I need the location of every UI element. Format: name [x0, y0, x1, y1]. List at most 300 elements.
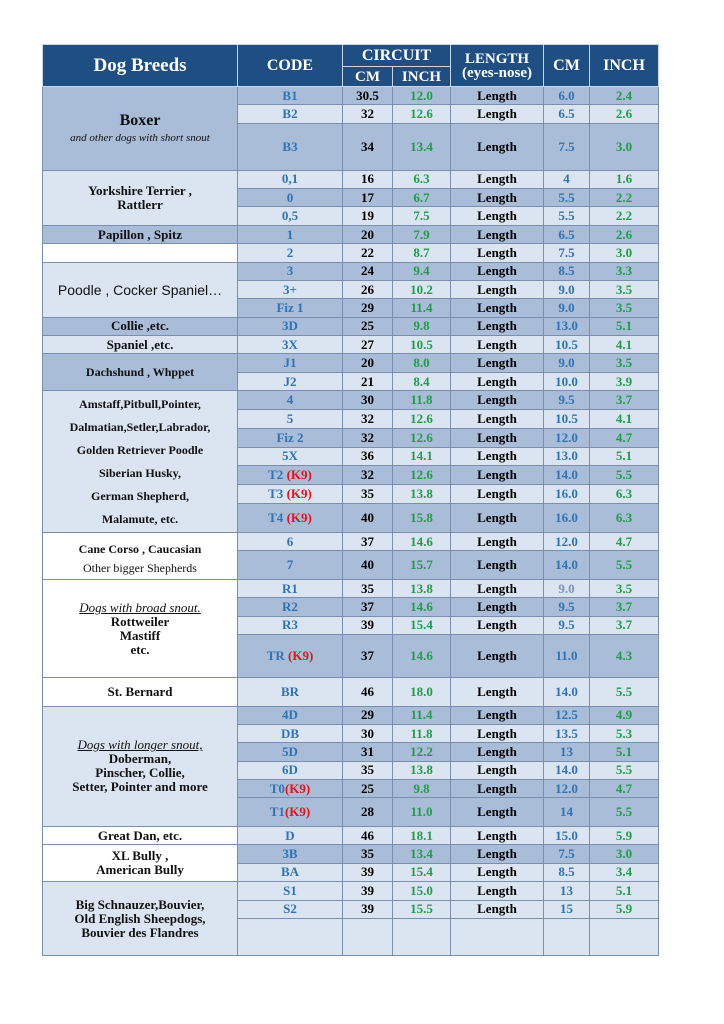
circuit-inch-cell: 10.2 — [393, 280, 451, 298]
breed-group-cell — [43, 827, 238, 845]
circuit-cm-cell: 46 — [343, 678, 393, 707]
length-label-cell: Length — [451, 391, 544, 410]
code-cell — [238, 743, 343, 761]
circuit-inch-cell: 13.8 — [393, 580, 451, 598]
table-row — [43, 845, 659, 863]
length-label-cell: Length — [451, 743, 544, 761]
circuit-cm-cell: 30.5 — [343, 87, 393, 105]
table-row — [43, 317, 659, 335]
breed-group-note: and other dogs with short snout — [70, 132, 210, 145]
length-cm-cell: 14.0 — [544, 761, 590, 779]
header-circuit: CIRCUIT — [343, 45, 451, 67]
table-row — [43, 262, 659, 280]
circuit-cm-cell: 16 — [343, 170, 393, 188]
breed-name: Yorkshire Terrier , — [88, 182, 192, 198]
length-cm-cell: 8.5 — [544, 863, 590, 881]
length-inch-cell: 3.9 — [590, 372, 659, 390]
breed-name: Malamute, etc. — [101, 511, 179, 526]
length-inch-cell: 3.5 — [590, 354, 659, 372]
code-value: Fiz 1 — [276, 300, 304, 316]
circuit-inch-cell: 6.3 — [393, 170, 451, 188]
circuit-cm-cell: 21 — [343, 372, 393, 390]
breed-group-cell — [43, 882, 238, 956]
circuit-cm-cell: 27 — [343, 336, 393, 354]
circuit-cm-cell: 39 — [343, 900, 393, 918]
k9-badge: (K9) — [284, 804, 311, 820]
code-cell — [238, 317, 343, 335]
code-cell — [238, 827, 343, 845]
length-label-cell: Length — [451, 354, 544, 372]
length-cm-cell: 15.0 — [544, 827, 590, 845]
code-cell — [238, 428, 343, 447]
breed-group-heading: Dogs with longer snout, — [77, 737, 203, 753]
circuit-cm-cell: 31 — [343, 743, 393, 761]
length-inch-cell: 4.3 — [590, 635, 659, 678]
code-cell — [238, 207, 343, 225]
circuit-inch-cell: 12.0 — [393, 87, 451, 105]
code-value: 2 — [286, 244, 294, 260]
code-cell — [238, 798, 343, 827]
circuit-inch-cell: 11.4 — [393, 706, 451, 724]
circuit-inch-cell: 15.5 — [393, 900, 451, 918]
code-value: T4 — [268, 509, 287, 525]
circuit-inch-cell: 14.6 — [393, 635, 451, 678]
breed-name: American Bully — [96, 862, 184, 878]
code-cell — [238, 780, 343, 798]
circuit-inch-cell: 13.4 — [393, 123, 451, 170]
length-inch-cell: 2.6 — [590, 225, 659, 243]
circuit-inch-cell: 12.2 — [393, 743, 451, 761]
length-label-cell: Length — [451, 863, 544, 881]
length-label-cell: Length — [451, 336, 544, 354]
breed-name: Doberman, — [108, 751, 172, 767]
length-cm-cell: 12.0 — [544, 780, 590, 798]
length-inch-cell: 5.3 — [590, 724, 659, 742]
code-cell — [238, 391, 343, 410]
circuit-inch-cell: 14.6 — [393, 598, 451, 616]
breed-name: Setter, Pointer and more — [72, 779, 208, 795]
k9-badge: (K9) — [288, 648, 314, 664]
breed-group-cell — [43, 391, 238, 533]
k9-badge: (K9) — [286, 467, 312, 483]
breed-name: Golden Retriever Poodle — [76, 442, 204, 457]
length-cm-cell: 13.5 — [544, 724, 590, 742]
length-cm-cell: 9.5 — [544, 598, 590, 616]
code-value: R3 — [282, 617, 298, 633]
breed-name: XL Bully , — [111, 848, 169, 864]
header-inch: INCH — [590, 45, 659, 87]
circuit-cm-cell: 40 — [343, 551, 393, 580]
length-label-cell: Length — [451, 372, 544, 390]
breed-name: Dachshund , Whppet — [85, 364, 195, 379]
circuit-inch-cell: 18.0 — [393, 678, 451, 707]
table-row — [43, 336, 659, 354]
breed-group-cell — [43, 87, 238, 171]
code-value: TR — [266, 648, 289, 664]
circuit-cm-cell: 37 — [343, 635, 393, 678]
length-label-cell: Length — [451, 845, 544, 863]
circuit-cm-cell: 35 — [343, 485, 393, 504]
circuit-cm-cell: 34 — [343, 123, 393, 170]
length-label-cell: Length — [451, 616, 544, 634]
code-cell — [238, 706, 343, 724]
length-cm-cell: 10.5 — [544, 409, 590, 428]
length-inch-cell: 2.2 — [590, 189, 659, 207]
length-label-cell: Length — [451, 798, 544, 827]
circuit-inch-cell: 15.4 — [393, 863, 451, 881]
length-cm-cell: 13 — [544, 743, 590, 761]
empty-cell — [451, 918, 544, 955]
circuit-cm-cell: 30 — [343, 391, 393, 410]
breed-group-cell — [43, 244, 238, 262]
code-value: R1 — [282, 580, 298, 596]
circuit-inch-cell: 13.8 — [393, 761, 451, 779]
length-cm-cell: 5.5 — [544, 207, 590, 225]
empty-cell — [544, 918, 590, 955]
breed-name: Poodle , Cocker Spaniel… — [57, 281, 223, 298]
code-value: 0,1 — [281, 171, 299, 187]
breed-name: St. Bernard — [107, 683, 173, 699]
circuit-cm-cell: 28 — [343, 798, 393, 827]
length-cm-cell: 7.5 — [544, 244, 590, 262]
code-cell — [238, 280, 343, 298]
length-inch-cell: 3.4 — [590, 863, 659, 881]
length-label-cell: Length — [451, 580, 544, 598]
circuit-inch-cell: 7.9 — [393, 225, 451, 243]
length-cm-cell: 13.0 — [544, 447, 590, 466]
length-label-cell: Length — [451, 533, 544, 551]
code-value: 0 — [286, 189, 294, 205]
k9-badge: (K9) — [286, 485, 312, 501]
length-cm-cell: 14.0 — [544, 678, 590, 707]
code-value: 6 — [286, 533, 294, 549]
length-inch-cell: 5.5 — [590, 466, 659, 485]
circuit-inch-cell: 15.4 — [393, 616, 451, 634]
circuit-inch-cell: 7.5 — [393, 207, 451, 225]
length-cm-cell: 6.0 — [544, 87, 590, 105]
length-label-cell: Length — [451, 466, 544, 485]
length-inch-cell: 3.5 — [590, 580, 659, 598]
code-value: S1 — [283, 882, 297, 898]
breed-group-cell — [43, 317, 238, 335]
code-cell — [238, 761, 343, 779]
circuit-cm-cell: 39 — [343, 616, 393, 634]
code-cell — [238, 882, 343, 900]
circuit-cm-cell: 29 — [343, 706, 393, 724]
code-cell — [238, 551, 343, 580]
circuit-inch-cell: 8.0 — [393, 354, 451, 372]
length-label-cell: Length — [451, 87, 544, 105]
length-inch-cell: 5.9 — [590, 900, 659, 918]
circuit-cm-cell: 20 — [343, 225, 393, 243]
circuit-inch-cell: 11.4 — [393, 299, 451, 317]
circuit-inch-cell: 8.4 — [393, 372, 451, 390]
breed-name: Great Dan, etc. — [97, 827, 183, 843]
code-value: 3D — [282, 318, 298, 334]
table-row — [43, 354, 659, 372]
circuit-inch-cell: 12.6 — [393, 428, 451, 447]
length-cm-cell: 5.5 — [544, 189, 590, 207]
circuit-inch-cell: 13.8 — [393, 485, 451, 504]
length-inch-cell: 3.7 — [590, 616, 659, 634]
length-cm-cell: 9.0 — [544, 354, 590, 372]
length-cm-cell: 13.0 — [544, 317, 590, 335]
code-cell — [238, 466, 343, 485]
code-cell — [238, 863, 343, 881]
header-code: CODE — [238, 45, 343, 87]
code-cell — [238, 635, 343, 678]
length-label-cell: Length — [451, 485, 544, 504]
breed-name: German Shepherd, — [90, 488, 189, 503]
circuit-cm-cell: 32 — [343, 428, 393, 447]
length-label-cell: Length — [451, 409, 544, 428]
code-value: 1 — [286, 226, 294, 242]
code-cell — [238, 503, 343, 532]
breed-name: Dalmatian,Setler,Labrador, — [69, 419, 211, 434]
breed-name: Papillon , Spitz — [97, 226, 183, 242]
circuit-cm-cell: 37 — [343, 598, 393, 616]
header-length-title: LENGTH — [464, 50, 530, 67]
length-label-cell: Length — [451, 225, 544, 243]
code-value: 3B — [282, 846, 298, 862]
code-value: 3+ — [283, 281, 297, 297]
circuit-cm-cell: 35 — [343, 580, 393, 598]
length-cm-cell: 16.0 — [544, 503, 590, 532]
length-cm-cell: 9.5 — [544, 616, 590, 634]
code-cell — [238, 485, 343, 504]
code-cell — [238, 580, 343, 598]
length-inch-cell: 3.7 — [590, 598, 659, 616]
circuit-inch-cell: 9.4 — [393, 262, 451, 280]
circuit-inch-cell: 12.6 — [393, 409, 451, 428]
breed-name: Siberian Husky, — [98, 465, 182, 480]
length-inch-cell: 2.6 — [590, 105, 659, 123]
table-row — [43, 225, 659, 243]
length-cm-cell: 7.5 — [544, 845, 590, 863]
code-cell — [238, 262, 343, 280]
length-label-cell: Length — [451, 447, 544, 466]
length-cm-cell: 8.5 — [544, 262, 590, 280]
length-cm-cell: 14.0 — [544, 551, 590, 580]
table-row — [43, 533, 659, 551]
length-label-cell: Length — [451, 189, 544, 207]
length-label-cell: Length — [451, 761, 544, 779]
length-cm-cell: 12.0 — [544, 428, 590, 447]
circuit-inch-cell: 9.8 — [393, 780, 451, 798]
circuit-cm-cell: 36 — [343, 447, 393, 466]
code-value: Fiz 2 — [276, 429, 304, 445]
length-cm-cell: 14 — [544, 798, 590, 827]
length-inch-cell: 6.3 — [590, 503, 659, 532]
breed-name: Bouvier des Flandres — [81, 924, 199, 940]
length-inch-cell: 3.7 — [590, 391, 659, 410]
code-cell — [238, 598, 343, 616]
circuit-cm-cell: 26 — [343, 280, 393, 298]
code-value: 0,5 — [281, 208, 299, 224]
breed-name: Big Schnauzer,Bouvier, — [75, 896, 205, 912]
length-cm-cell: 6.5 — [544, 225, 590, 243]
code-value: 7 — [286, 557, 294, 573]
circuit-inch-cell: 12.6 — [393, 105, 451, 123]
header-length — [451, 45, 544, 87]
table-row — [43, 244, 659, 262]
code-cell — [238, 299, 343, 317]
breed-group-cell — [43, 845, 238, 882]
code-value: 4 — [286, 392, 294, 408]
length-label-cell: Length — [451, 299, 544, 317]
circuit-cm-cell: 20 — [343, 354, 393, 372]
length-inch-cell: 5.5 — [590, 551, 659, 580]
code-value: 6D — [282, 762, 298, 778]
breed-name: Spaniel ,etc. — [106, 336, 174, 352]
length-label-cell: Length — [451, 428, 544, 447]
code-cell — [238, 372, 343, 390]
empty-cell — [238, 918, 343, 955]
code-value: B3 — [282, 138, 298, 154]
circuit-cm-cell: 29 — [343, 299, 393, 317]
breed-name: Cane Corso , Caucasian — [78, 541, 202, 556]
size-chart-body — [43, 87, 659, 956]
circuit-inch-cell: 9.8 — [393, 317, 451, 335]
length-cm-cell: 6.5 — [544, 105, 590, 123]
code-cell — [238, 225, 343, 243]
length-inch-cell: 3.0 — [590, 845, 659, 863]
length-inch-cell: 4.7 — [590, 428, 659, 447]
circuit-cm-cell: 35 — [343, 761, 393, 779]
breed-group-cell — [43, 354, 238, 391]
code-value: J2 — [283, 373, 297, 389]
breed-name: Rottweiler — [110, 613, 170, 629]
length-inch-cell: 5.1 — [590, 882, 659, 900]
code-value: D — [285, 827, 295, 843]
code-value: 5D — [282, 744, 298, 760]
length-inch-cell: 6.3 — [590, 485, 659, 504]
length-label-cell: Length — [451, 280, 544, 298]
circuit-cm-cell: 46 — [343, 827, 393, 845]
breed-name: Mastiff — [119, 627, 161, 643]
circuit-inch-cell: 12.6 — [393, 466, 451, 485]
length-inch-cell: 5.1 — [590, 317, 659, 335]
code-cell — [238, 87, 343, 105]
code-value: DB — [280, 725, 300, 741]
circuit-cm-cell: 40 — [343, 503, 393, 532]
breed-name: Boxer — [119, 112, 161, 130]
circuit-cm-cell: 25 — [343, 780, 393, 798]
circuit-inch-cell: 18.1 — [393, 827, 451, 845]
code-cell — [238, 724, 343, 742]
code-value: BA — [280, 864, 300, 880]
empty-cell — [590, 918, 659, 955]
code-cell — [238, 354, 343, 372]
circuit-inch-cell: 14.1 — [393, 447, 451, 466]
length-cm-cell: 12.5 — [544, 706, 590, 724]
table-row — [43, 706, 659, 724]
length-cm-cell: 9.5 — [544, 391, 590, 410]
length-inch-cell: 5.9 — [590, 827, 659, 845]
length-inch-cell: 5.1 — [590, 447, 659, 466]
length-cm-cell: 14.0 — [544, 466, 590, 485]
length-cm-cell: 11.0 — [544, 635, 590, 678]
breed-group-cell — [43, 336, 238, 354]
circuit-cm-cell: 17 — [343, 189, 393, 207]
code-value: T0 — [269, 780, 285, 796]
circuit-cm-cell: 32 — [343, 466, 393, 485]
code-value: 3 — [286, 263, 294, 279]
length-cm-cell: 16.0 — [544, 485, 590, 504]
header-cm: CM — [544, 45, 590, 87]
header-circuit-cm: CM — [343, 67, 393, 87]
code-value: S2 — [283, 901, 297, 917]
code-cell — [238, 336, 343, 354]
length-cm-cell: 12.0 — [544, 533, 590, 551]
length-label-cell: Length — [451, 780, 544, 798]
breed-name: Other bigger Shepherds — [83, 560, 197, 575]
circuit-inch-cell: 11.8 — [393, 391, 451, 410]
code-value: 4D — [282, 707, 298, 723]
code-value: T1 — [269, 804, 285, 820]
circuit-inch-cell: 13.4 — [393, 845, 451, 863]
length-inch-cell: 4.9 — [590, 706, 659, 724]
header-dog-breeds: Dog Breeds — [43, 45, 238, 87]
length-inch-cell: 3.0 — [590, 244, 659, 262]
breed-name: etc. — [130, 641, 150, 657]
length-inch-cell: 1.6 — [590, 170, 659, 188]
code-cell — [238, 170, 343, 188]
length-inch-cell: 4.1 — [590, 409, 659, 428]
breed-group-cell — [43, 678, 238, 707]
code-value: 3X — [282, 336, 298, 352]
code-cell — [238, 447, 343, 466]
length-label-cell: Length — [451, 635, 544, 678]
length-inch-cell: 4.7 — [590, 533, 659, 551]
breed-name: Old English Sheepdogs, — [74, 910, 206, 926]
length-inch-cell: 5.5 — [590, 678, 659, 707]
circuit-inch-cell: 10.5 — [393, 336, 451, 354]
length-inch-cell: 5.5 — [590, 761, 659, 779]
code-value: B1 — [282, 87, 298, 103]
length-label-cell: Length — [451, 317, 544, 335]
length-inch-cell: 2.4 — [590, 87, 659, 105]
length-label-cell: Length — [451, 724, 544, 742]
table-row — [43, 827, 659, 845]
code-value: T2 — [268, 467, 287, 483]
breed-name: Rattlerr — [117, 196, 163, 212]
length-label-cell: Length — [451, 170, 544, 188]
breed-group-cell — [43, 262, 238, 317]
length-inch-cell: 4.1 — [590, 336, 659, 354]
code-cell — [238, 533, 343, 551]
size-chart-table — [42, 44, 659, 956]
code-value: T3 — [268, 485, 287, 501]
length-inch-cell: 4.7 — [590, 780, 659, 798]
header-length-subtitle: (eyes-nose) — [462, 64, 532, 81]
breed-group-cell — [43, 225, 238, 243]
length-label-cell: Length — [451, 244, 544, 262]
empty-cell — [343, 918, 393, 955]
table-row — [43, 87, 659, 105]
length-cm-cell: 4 — [544, 170, 590, 188]
circuit-inch-cell: 14.6 — [393, 533, 451, 551]
circuit-inch-cell: 6.7 — [393, 189, 451, 207]
length-label-cell: Length — [451, 123, 544, 170]
length-cm-cell: 9.0 — [544, 299, 590, 317]
length-label-cell: Length — [451, 900, 544, 918]
length-inch-cell: 3.0 — [590, 123, 659, 170]
length-label-cell: Length — [451, 105, 544, 123]
length-label-cell: Length — [451, 678, 544, 707]
length-label-cell: Length — [451, 503, 544, 532]
code-value: J1 — [283, 355, 297, 371]
